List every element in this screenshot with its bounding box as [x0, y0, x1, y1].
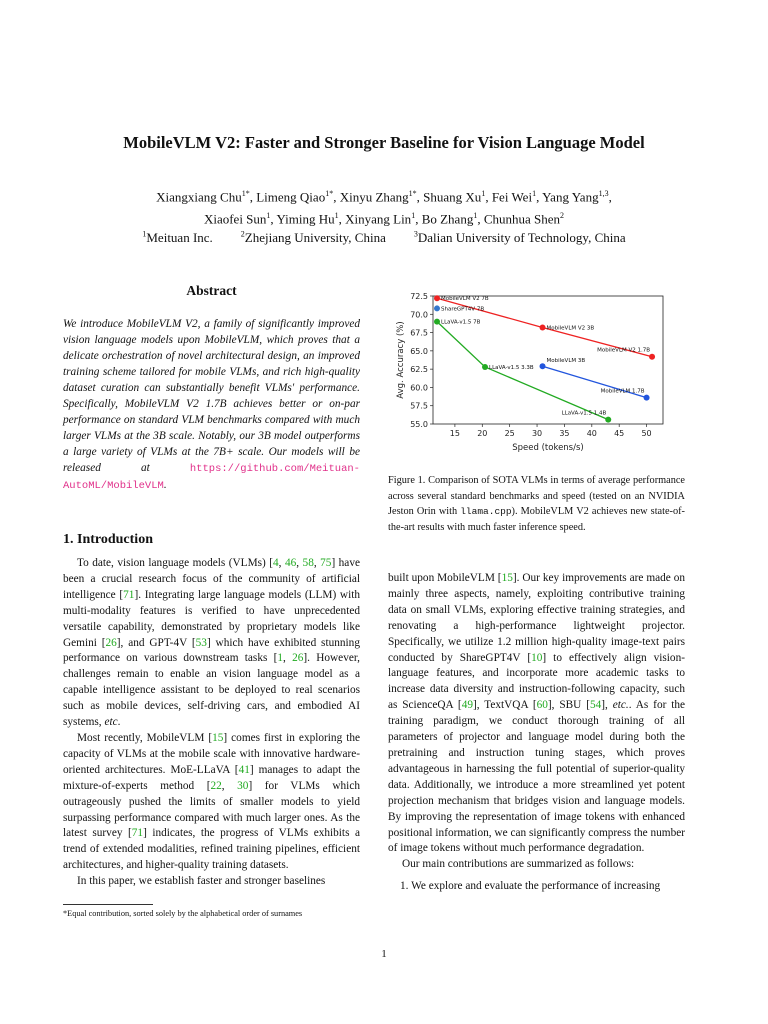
author-affil-mark: 1* [325, 189, 334, 198]
data-label: ShareGPT4V 7B [441, 306, 485, 313]
author-affil-mark: 1 [532, 189, 537, 198]
data-point [649, 354, 655, 360]
affiliations [0, 230, 768, 246]
data-point [540, 363, 546, 369]
x-axis-label: Speed (tokens/s) [512, 443, 584, 453]
data-point [482, 364, 488, 370]
y-tick-label: 57.5 [410, 401, 428, 411]
author-affil-mark: 1 [266, 211, 271, 221]
y-tick-label: 60.0 [410, 383, 428, 393]
data-point [434, 305, 440, 311]
author-line-2: Xiaofei Sun$^1$, Yiming Hu$^1$, Xinyang Lin$^1$, Bo Zhang$^1$, Chunhua Shen$^2$ [203, 211, 565, 227]
author-name: Xiaofei Sun [203, 211, 267, 227]
data-label: MobileVLM 1.7B [600, 388, 645, 395]
data-label: MobileVLM V2 3B [546, 325, 595, 332]
y-axis-label: Avg. Accuracy (%) [396, 321, 406, 399]
y-tick-label: 62.5 [410, 365, 428, 375]
repo-link[interactable]: https://github.com/Meituan-AutoML/MobileVLM [63, 463, 360, 492]
x-tick-label: 25 [504, 429, 515, 438]
caption-code: llama.cpp [460, 506, 512, 517]
author-name: Limeng Qiao [256, 189, 326, 205]
author-name: Yiming Hu [276, 211, 335, 227]
data-point [644, 395, 650, 401]
intro-paragraph: built upon MobileVLM [15]. Our key improvements are made on mainly three aspects, namely, exploiting contributive training data on small VLMs, exploring effective training strategies, and renovating a high-performance lightweight projector. Specifically, we utilize 1.2 million high-quality image-text pairs conducted by ShareGPT4V [10] to effectively align vision-language features, and incorporate more academic tasks to increase data diversity and instruction-following capacity, such as ScienceQA [49], TextVQA [60], SBU [54], etc.. As for the training paradigm, we conduct thorough training of all parameters of projector and language model during both the pretraining and instruction tuning stages, which proves advantageous in harnessing the full potential of superior-quality data. Additionally, we introduce a more streamlined yet potent projection mechanism that bridges vision and language models. By improving the representation of image tokens with enhanced positional information, we can significantly compress the number of image tokens without much performance degradation. [388, 572, 686, 855]
y-tick-label: 67.5 [410, 328, 428, 338]
abstract-body: We introduce MobileVLM V2, a family of significantly improved vision language models upon MobileVLM, which proves that a delicate orchestration of novel architectural design, an improved training scheme tailored for mobile VLMs, and rich high-quality dataset curation can substantially benefit VLMs' performance. Specifically, MobileVLM V2 1.7B achieves better or on-par performance on standard VLM benchmarks compared with much larger VLMs at the 3B scale. Notably, our 3B model outperforms a large variety of VLMs at the 7B+ scale. Our models will be released at https://github.com/Meituan-AutoML/MobileVLM. [63, 318, 360, 492]
intro-paragraph: In this paper, we establish faster and stronger baselines [77, 875, 326, 888]
x-tick-label: 15 [449, 429, 460, 438]
intro-paragraph: Most recently, MobileVLM [15] comes first in exploring the capacity of VLMs at the mobile scale with innovative hardware-oriented architectures. MoE-LLaVA [41] manages to adapt the mixture-of-experts method [22, 30] for VLMs which outrageously pushed the limits of smaller models to yield surpassing performance compared with much larger ones. As the latest survey [71] indicates, the progress of VLMs exhibits a trend of extended modalities, refined training pipelines, efficient architectures, and higher-quality training datasets. [63, 731, 360, 872]
data-point [434, 319, 440, 325]
author-name: Chunhua Shen [483, 211, 561, 227]
author-name: Xinyu Zhang [339, 189, 409, 205]
author-affil-mark: 1 [411, 211, 416, 221]
intro-paragraph: To date, vision language models (VLMs) [4, 46, 58, 75] have been a crucial research focus of the community of artificial intelligence [71]. Integrating large language models (LLM) with multi-modality features is verified to have unprecedented versatile capability, demonstrated by proprietary models like Gemini [26], and GPT-4V [53] which have exhibited stunning performance on various downstream tasks [1, 26]. However, challenges remain to enable an vision language model as a capable intelligence assistant to be deployed to real scenarios such as mobile devices, self-driving cars, and embodied AI systems, etc. [63, 557, 361, 729]
section-heading: 1. Introduction [63, 532, 153, 547]
author-list [0, 184, 768, 229]
author-name: Yang Yang [542, 189, 599, 205]
data-label: MobileVLM V2 7B [441, 296, 489, 303]
data-point [434, 295, 440, 301]
author-affil-mark: 1 [473, 211, 478, 221]
footnote: *Equal contribution, sorted solely by the alphabetical order of surnames [63, 909, 303, 918]
author-line-1: Xiangxiang Chu$^{1*}$, Limeng Qiao$^{1*}$, Xinyu Zhang$^{1*}$, Shuang Xu$^1$, Fei Wei$^1$, Yang Yang$^{1,3}$, [156, 189, 612, 205]
author-affil-mark: 1* [408, 189, 417, 198]
x-tick-label: 30 [531, 429, 543, 438]
data-label: LLaVA-v1.5 7B [441, 319, 481, 326]
data-point [605, 417, 611, 423]
data-label: MobileVLM 3B [546, 358, 586, 365]
intro-right-column [388, 571, 685, 895]
y-tick-label: 65.0 [410, 346, 428, 356]
y-tick-label: 72.5 [410, 292, 428, 301]
abstract-text: We introduce MobileVLM V2, a family of significantly improved vision language models upon MobileVLM, which proves that a delicate orchestration of novel architectural design, an improved training scheme tailored for mobile VLMs, and rich high-quality dataset curation can substantially benefit VLMs' performance. Specifically, MobileVLM V2 1.7B achieves better or on-par performance on standard VLM benchmarks compared with much larger VLMs at the 3B scale. Notably, our 3B model outperforms a large variety of VLMs at the 7B+ scale. Our models will be released at [63, 318, 360, 474]
data-label: MobileVLM V2 1.7B [597, 347, 651, 354]
x-tick-label: 20 [477, 429, 488, 438]
caption-text-a: Figure 1. Comparison of SOTA VLMs in terms of average performance across several standard benchmarks and speed (tested on an NVIDIA Jeston Orin with [388, 475, 685, 517]
intro-left-column [63, 556, 360, 890]
author-affil-mark: 2 [560, 211, 565, 221]
footnote-divider [63, 904, 153, 905]
affiliation: $^1$Meituan Inc. [142, 230, 213, 246]
chart-svg [388, 285, 685, 460]
caption-text-b: ). MobileVLM V2 achieves new state-of-the-art results with much faster inference speed. [388, 506, 685, 533]
author-name: Fei Wei [491, 189, 533, 205]
figure-1-chart [388, 285, 685, 460]
contribution-item: 1. We explore and evaluate the performance of increasing [400, 880, 661, 893]
paper-title: MobileVLM V2: Faster and Stronger Baseline for Vision Language Model [123, 133, 645, 152]
affiliation: $^3$Dalian University of Technology, China [413, 230, 626, 246]
y-tick-label: 55.0 [410, 420, 428, 429]
author-affil-mark: 1* [241, 189, 250, 198]
intro-paragraph: Our main contributions are summarized as follows: [402, 858, 635, 871]
author-affil-mark: 1 [481, 189, 486, 198]
author-name: Bo Zhang [421, 211, 474, 227]
author-name: Shuang Xu [423, 189, 482, 205]
page-number: 1 [381, 948, 387, 960]
author-name: Xinyang Lin [345, 211, 412, 227]
data-label: LLaVA-v1.5 3.3B [489, 364, 534, 371]
author-name: Xiangxiang Chu [156, 189, 242, 205]
affiliation: $^2$Zhejiang University, China [240, 230, 386, 246]
data-point [540, 324, 546, 330]
figure-caption [388, 473, 685, 535]
x-tick-label: 45 [614, 429, 625, 438]
x-tick-label: 50 [641, 429, 652, 438]
author-affil-mark: 1 [334, 211, 339, 221]
x-tick-label: 35 [559, 429, 570, 438]
abstract-heading: Abstract [186, 283, 237, 298]
data-label: LLaVA-v1.5 1.4B [561, 410, 607, 417]
y-tick-label: 70.0 [410, 310, 428, 320]
author-affil-mark: 1,3 [598, 189, 609, 198]
x-tick-label: 40 [586, 429, 597, 438]
